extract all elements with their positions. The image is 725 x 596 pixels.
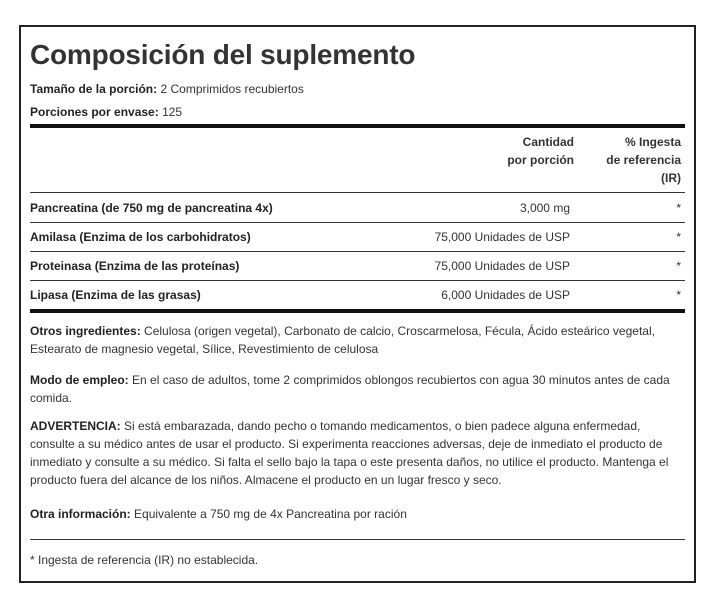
amount-per-serving-header — [507, 133, 574, 169]
servings-per-container-label: Porciones por envase: — [30, 105, 159, 119]
pct-header-line2: de referencia — [606, 153, 681, 167]
ingredient-name: Pancreatina (de 750 mg de pancreatina 4x) — [30, 201, 273, 215]
serving-size-label: Tamaño de la porción: — [30, 82, 158, 96]
ingredient-amount: 75,000 Unidades de USP — [434, 230, 570, 244]
ingredient-amount: 75,000 Unidades de USP — [434, 259, 570, 273]
servings-per-container-value: 125 — [162, 105, 183, 119]
other-information — [30, 505, 685, 523]
serving-size-value: 2 Comprimidos recubiertos — [160, 82, 304, 96]
warning — [30, 417, 685, 489]
ingredient-pct: * — [676, 288, 681, 302]
footnote-divider — [30, 539, 685, 540]
amount-header-line1: Cantidad — [522, 135, 574, 149]
ingredient-name: Amilasa (Enzima de los carbohidratos) — [30, 230, 251, 244]
warning-label: ADVERTENCIA: — [30, 419, 121, 433]
thick-divider-bottom — [30, 309, 685, 313]
table-row — [30, 223, 685, 251]
table-row — [30, 252, 685, 280]
ingredient-pct: * — [676, 230, 681, 244]
thick-divider-top — [30, 124, 685, 128]
ingredient-amount: 6,000 Unidades de USP — [441, 288, 570, 302]
amount-header-line2: por porción — [507, 153, 574, 167]
warning-text: Si está embarazada, dando pecho o tomando medicamentos, o bien padece alguna enfermedad, consulte a su médico antes de usar el producto. Si experimenta reacciones adversas, deje de inmediato el producto de inmediato y consulte a su médico. Si falta el sello bajo la tapa o este presenta daños, no utilice el producto. Mantenga el producto fuera del alcance de los niños. Almacene el producto en un lugar fresco y seco. — [30, 419, 669, 487]
other-information-label: Otra información: — [30, 507, 131, 521]
footnote: * Ingesta de referencia (IR) no establecida. — [30, 553, 259, 567]
pct-header-line1: % Ingesta — [624, 135, 681, 149]
directions — [30, 371, 685, 407]
serving-size — [30, 82, 304, 96]
ingredient-pct: * — [676, 201, 681, 215]
pct-header-line3: (IR) — [661, 171, 681, 185]
directions-label: Modo de empleo: — [30, 373, 129, 387]
panel-title: Composición del suplemento — [30, 39, 416, 70]
table-row — [30, 194, 685, 222]
other-ingredients-text: Celulosa (origen vegetal), Carbonato de calcio, Croscarmelosa, Fécula, Ácido esteárico vegetal, Estearato de magnesio vegetal, Sílice, Revestimiento de celulosa — [30, 324, 655, 356]
directions-text: En el caso de adultos, tome 2 comprimidos oblongos recubiertos con agua 30 minutos antes de cada comida. — [30, 373, 670, 405]
ingredient-amount: 3,000 mg — [519, 201, 570, 215]
header-divider — [30, 192, 685, 193]
other-information-text: Equivalente a 750 mg de 4x Pancreatina por ración — [130, 507, 407, 521]
other-ingredients — [30, 322, 685, 358]
ingredient-name: Lipasa (Enzima de las grasas) — [30, 288, 201, 302]
other-ingredients-label: Otros ingredientes: — [30, 324, 141, 338]
ingredient-pct: * — [676, 259, 681, 273]
supplement-facts-panel — [19, 25, 696, 583]
table-row — [30, 281, 685, 309]
servings-per-container — [30, 105, 182, 119]
reference-intake-header — [606, 133, 681, 187]
ingredient-name: Proteinasa (Enzima de las proteínas) — [30, 259, 240, 273]
